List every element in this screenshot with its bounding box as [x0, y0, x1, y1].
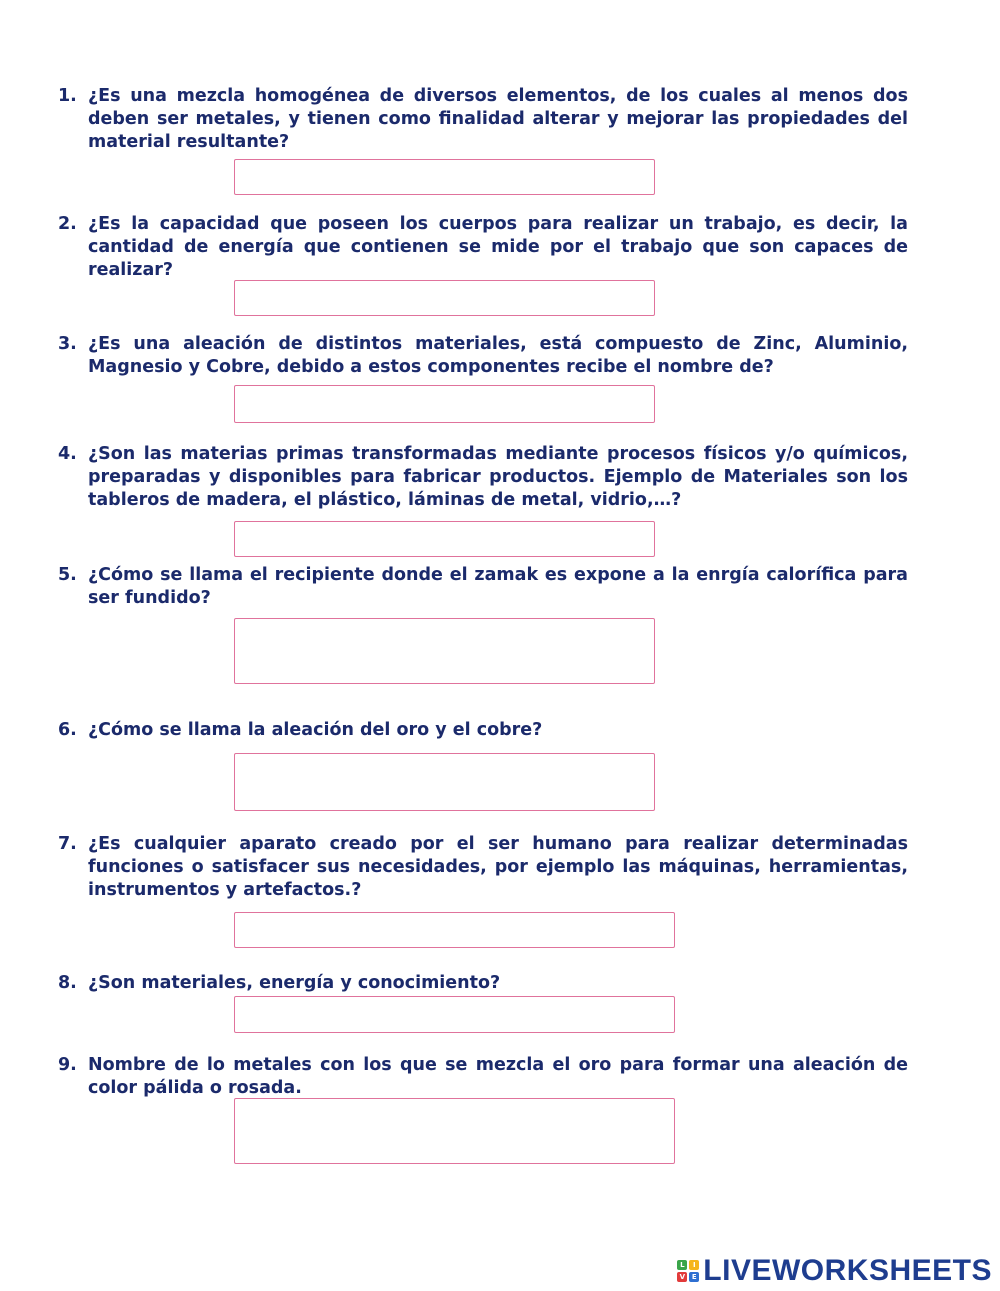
question-text: ¿Es una aleación de distintos materiales, está compuesto de Zinc, Aluminio, Magnesio y Cobre, debido a estos componentes recibe el nombre de? [88, 334, 908, 377]
question-text: Nombre de lo metales con los que se mezcla el oro para formar una aleación de color pálida o rosada. [88, 1055, 908, 1098]
question-2 [58, 213, 908, 282]
question-number: 2. [58, 214, 77, 234]
answer-input-3[interactable] [234, 385, 655, 423]
question-text: ¿Cómo se llama la aleación del oro y el cobre? [88, 720, 543, 740]
question-1 [58, 85, 908, 154]
logo-mark-icon [677, 1260, 699, 1282]
answer-input-4[interactable] [234, 521, 655, 557]
answer-input-9[interactable] [234, 1098, 675, 1164]
liveworksheets-logo [677, 1253, 992, 1289]
question-5 [58, 564, 908, 610]
question-number: 4. [58, 444, 77, 464]
answer-input-7[interactable] [234, 912, 675, 948]
question-number: 6. [58, 720, 77, 740]
question-8 [58, 972, 908, 995]
question-text: ¿Es cualquier aparato creado por el ser humano para realizar determinadas funciones o satisfacer sus necesidades, por ejemplo las máquinas, herramientas, instrumentos y artefactos.? [88, 834, 908, 900]
question-4 [58, 443, 908, 512]
answer-input-2[interactable] [234, 280, 655, 316]
question-6 [58, 719, 908, 742]
question-text: ¿Son las materias primas transformadas mediante procesos físicos y/o químicos, preparadas y disponibles para fabricar productos. Ejemplo de Materiales son los tableros de madera, el plástico, láminas de metal, vidrio,…? [88, 444, 908, 510]
question-7 [58, 833, 908, 902]
question-3 [58, 333, 908, 379]
answer-input-6[interactable] [234, 753, 655, 811]
question-text: ¿Es una mezcla homogénea de diversos elementos, de los cuales al menos dos deben ser metales, y tienen como finalidad alterar y mejorar las propiedades del material resultante? [88, 86, 908, 152]
answer-input-5[interactable] [234, 618, 655, 684]
answer-input-1[interactable] [234, 159, 655, 195]
question-9 [58, 1054, 908, 1100]
question-number: 1. [58, 86, 77, 106]
brand-name: LIVEWORKSHEETS [703, 1254, 992, 1287]
logo-letter: L [677, 1260, 687, 1270]
logo-letter: I [689, 1260, 699, 1270]
question-text: ¿Es la capacidad que poseen los cuerpos para realizar un trabajo, es decir, la cantidad de energía que contienen se mide por el trabajo que son capaces de realizar? [88, 214, 908, 280]
question-number: 3. [58, 334, 77, 354]
logo-letter: V [677, 1272, 687, 1282]
question-number: 5. [58, 565, 77, 585]
question-number: 8. [58, 973, 77, 993]
question-number: 9. [58, 1055, 77, 1075]
question-number: 7. [58, 834, 77, 854]
logo-letter: E [689, 1272, 699, 1282]
question-text: ¿Son materiales, energía y conocimiento? [88, 973, 501, 993]
question-text: ¿Cómo se llama el recipiente donde el zamak es expone a la enrgía calorífica para ser fundido? [88, 565, 908, 608]
answer-input-8[interactable] [234, 996, 675, 1033]
